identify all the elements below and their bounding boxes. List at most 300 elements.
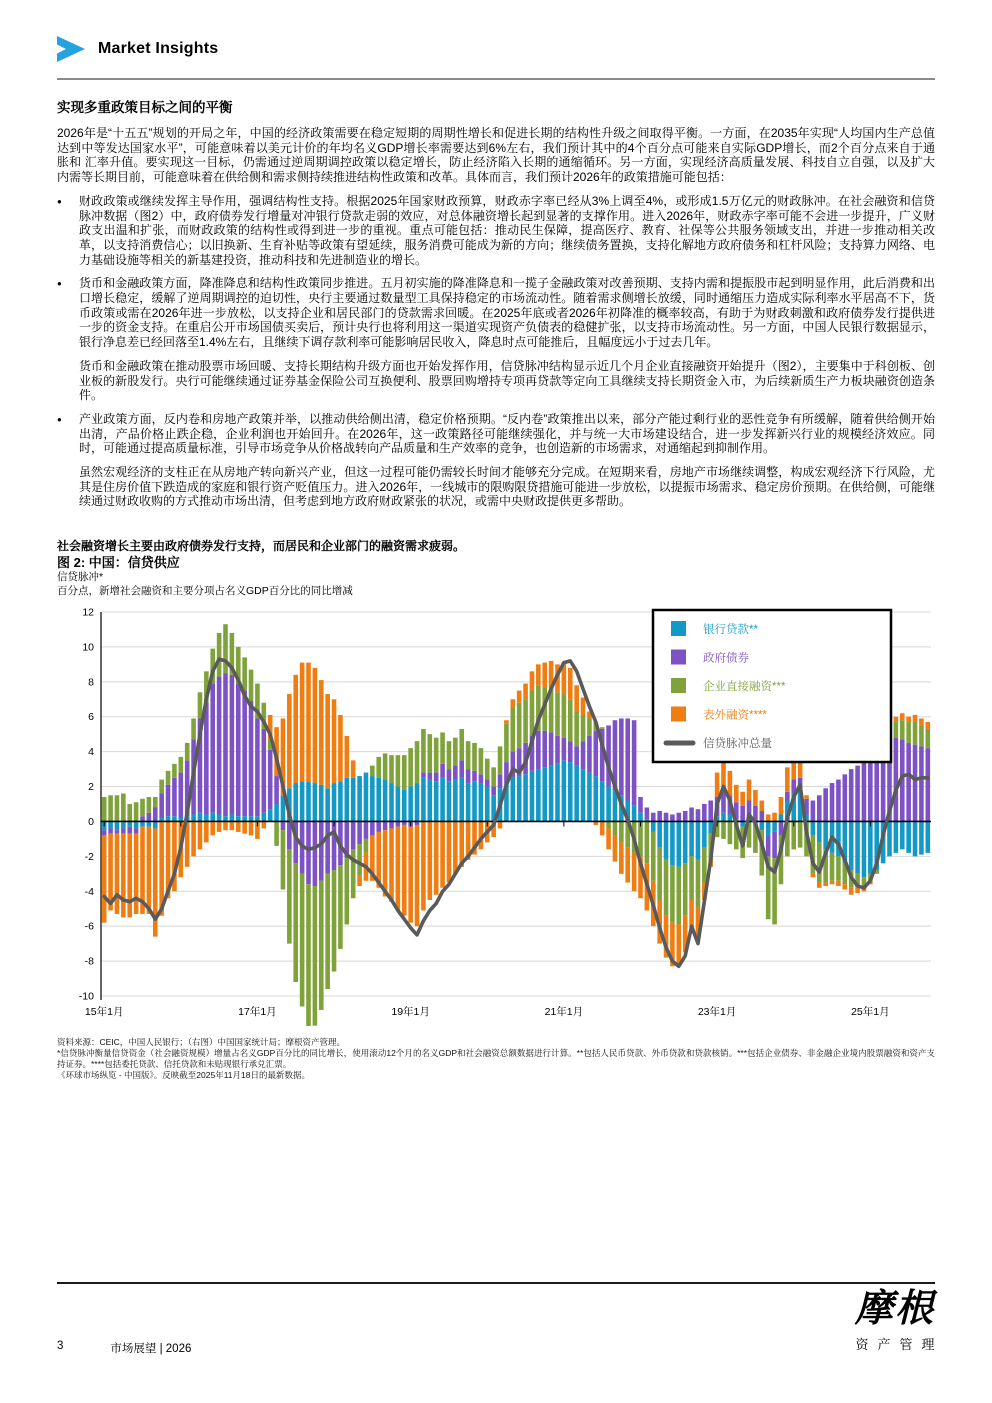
bar-segment <box>210 813 215 822</box>
bar-segment <box>242 822 247 834</box>
bar-segment <box>562 738 567 761</box>
bar-segment <box>779 815 784 822</box>
bar-segment <box>357 876 362 886</box>
bar-segment <box>645 808 650 820</box>
bar-segment <box>683 822 688 864</box>
bar-segment <box>670 822 675 866</box>
bar-segment <box>217 633 222 677</box>
bar-segment <box>517 703 522 748</box>
bar-segment <box>147 813 152 822</box>
bar-segment <box>242 691 247 817</box>
y-tick-label: 10 <box>82 641 94 654</box>
bar-segment <box>613 822 618 836</box>
bar-segment <box>447 781 452 821</box>
bar-segment <box>632 806 637 822</box>
bar-segment <box>651 832 656 881</box>
bar-segment <box>715 773 720 797</box>
bar-segment <box>108 829 113 834</box>
bar-segment <box>849 822 854 871</box>
bar-segment <box>817 883 822 888</box>
bar-segment <box>811 801 816 822</box>
bar-segment <box>274 804 279 821</box>
legend-swatch <box>671 707 686 722</box>
bar-segment <box>127 804 132 821</box>
bar-segment <box>223 624 228 673</box>
bar-segment <box>127 834 132 918</box>
bar-segment <box>657 822 662 848</box>
bar-segment <box>670 865 675 923</box>
bar-segment <box>415 741 420 783</box>
bar-segment <box>472 743 477 771</box>
header <box>57 0 935 62</box>
bar-segment <box>696 822 701 860</box>
bar-segment <box>428 734 433 772</box>
bar-segment <box>447 769 452 781</box>
article-title: 实现多重政策目标之间的平衡 <box>57 100 233 115</box>
bar-segment <box>217 677 222 815</box>
bar-segment <box>357 822 362 845</box>
bar-segment <box>728 815 733 822</box>
bar-segment <box>919 822 924 855</box>
bar-segment <box>293 783 298 821</box>
bar-segment <box>523 684 528 700</box>
bar-segment <box>479 783 484 821</box>
bar-segment <box>249 701 254 816</box>
market-insights-arrow-icon <box>57 36 87 62</box>
bar-segment <box>836 780 841 822</box>
bar-segment <box>313 886 318 1026</box>
x-tick-label: 25年1月 <box>851 1006 890 1019</box>
page-number: 3 <box>57 1340 64 1352</box>
bar-segment <box>332 699 337 783</box>
bar-segment <box>862 762 867 821</box>
bar-segment <box>421 773 426 778</box>
bar-segment <box>383 780 388 822</box>
bar-segment <box>760 811 765 821</box>
bar-segment <box>664 813 669 822</box>
bar-segment <box>772 813 777 822</box>
bar-segment <box>402 790 407 821</box>
company-logo <box>854 1285 944 1353</box>
y-tick-label: 2 <box>88 781 94 794</box>
bar-segment <box>255 719 260 817</box>
bar-segment <box>134 802 139 821</box>
bar-segment <box>459 778 464 822</box>
bar-segment <box>172 764 177 778</box>
y-tick-label: -6 <box>84 920 94 933</box>
bar-segment <box>153 808 158 822</box>
legend-label: 企业直接融资*** <box>703 681 786 694</box>
bar-segment <box>281 822 286 831</box>
bar-segment <box>926 729 931 748</box>
bar-segment <box>453 738 458 766</box>
bar-segment <box>198 692 203 718</box>
bar-segment <box>926 822 931 853</box>
bar-segment <box>351 778 356 822</box>
bar-segment <box>849 888 854 895</box>
brand-title: Market Insights <box>98 40 219 57</box>
bar-segment <box>332 783 337 821</box>
bar-segment <box>823 788 828 821</box>
bar-segment <box>204 815 209 822</box>
bar-segment <box>511 708 516 752</box>
bar-segment <box>357 776 362 821</box>
bar-segment <box>338 715 343 781</box>
bar-segment <box>894 822 899 853</box>
bar-segment <box>415 783 420 821</box>
bar-segment <box>345 858 350 924</box>
bar-segment <box>562 694 567 738</box>
y-tick-label: -2 <box>84 851 94 864</box>
bar-segment <box>855 888 860 893</box>
bar-segment <box>300 874 305 1007</box>
bar-segment <box>313 668 318 783</box>
bar-segment <box>293 675 298 783</box>
bar-segment <box>198 813 203 822</box>
bar-segment <box>479 774 484 783</box>
company-logo-sub: 资产管理 <box>855 1337 944 1352</box>
bar-segment <box>396 787 401 822</box>
bar-segment <box>740 806 745 822</box>
x-tick-label: 15年1月 <box>84 1006 124 1019</box>
footer-divider <box>57 1282 935 1284</box>
bar-segment <box>811 822 816 836</box>
legend-swatch <box>671 650 686 665</box>
bar-segment <box>849 769 854 821</box>
bar-segment <box>836 881 841 886</box>
bar-segment <box>581 698 586 715</box>
bar-segment <box>638 813 643 822</box>
bar-segment <box>108 795 113 821</box>
bar-segment <box>836 857 841 881</box>
bar-segment <box>843 884 848 889</box>
bar-segment <box>594 776 599 821</box>
bar-segment <box>325 788 330 821</box>
bar-segment <box>338 781 343 821</box>
bar-segment <box>127 827 132 834</box>
bar-segment <box>134 822 139 829</box>
bar-segment <box>664 860 669 916</box>
bar-segment <box>830 881 835 884</box>
bar-segment <box>345 736 350 778</box>
bar-segment <box>568 668 573 699</box>
bar-segment <box>389 829 394 902</box>
bar-segment <box>677 813 682 822</box>
bar-segment <box>217 822 222 832</box>
bar-segment <box>677 925 682 967</box>
bar-segment <box>689 822 694 857</box>
bar-segment <box>913 715 918 722</box>
bar-segment <box>459 729 464 760</box>
bar-segment <box>568 741 573 762</box>
bar-segment <box>402 755 407 790</box>
bar-segment <box>428 773 433 780</box>
bar-segment <box>147 827 152 914</box>
bar-segment <box>843 774 848 821</box>
bar-segment <box>530 672 535 691</box>
bar-segment <box>549 766 554 822</box>
bar-segment <box>306 663 311 782</box>
bar-segment <box>134 834 139 914</box>
bar-segment <box>823 883 828 886</box>
bar-segment <box>817 822 822 843</box>
bar-segment <box>115 822 120 831</box>
bar-segment <box>102 836 107 923</box>
bar-segment <box>926 748 931 821</box>
bar-segment <box>236 684 241 817</box>
bar-segment <box>689 857 694 901</box>
bar-segment <box>364 773 369 822</box>
bar-segment <box>555 736 560 764</box>
bar-segment <box>536 731 541 769</box>
bar-segment <box>855 822 860 874</box>
x-tick-label: 21年1月 <box>544 1006 584 1019</box>
bar-segment <box>236 822 241 832</box>
bar-segment <box>223 673 228 816</box>
bar-segment <box>332 822 337 871</box>
bar-segment <box>568 699 573 741</box>
bar-segment <box>530 691 535 736</box>
bar-segment <box>798 822 803 848</box>
bar-segment <box>536 769 541 821</box>
bar-segment <box>319 822 324 881</box>
bar-segment <box>434 822 439 895</box>
bar-segment <box>274 776 279 804</box>
bar-segment <box>262 822 267 829</box>
bar-segment <box>325 874 330 989</box>
bar-segment <box>287 694 292 788</box>
bar-segment <box>121 822 126 829</box>
bar-segment <box>121 834 126 918</box>
bar-segment <box>504 720 509 723</box>
bar-segment <box>906 743 911 822</box>
bar-segment <box>689 900 694 928</box>
y-tick-label: -4 <box>84 885 94 898</box>
bar-segment <box>906 722 911 743</box>
bar-segment <box>549 733 554 766</box>
bar-segment <box>102 797 107 821</box>
bar-segment <box>542 768 547 822</box>
bar-segment <box>574 712 579 747</box>
bar-segment <box>115 830 120 833</box>
bar-segment <box>517 691 522 703</box>
bar-segment <box>415 825 420 926</box>
legend-label: 银行贷款** <box>703 624 758 637</box>
bar-segment <box>919 747 924 822</box>
bar-segment <box>587 719 592 736</box>
bar-segment <box>185 743 190 760</box>
legend-swatch <box>671 621 686 636</box>
bar-segment <box>287 850 292 944</box>
figure-headline: 社会融资增长主要由政府债券发行支持，而居民和企业部门的融资需求疲弱。 <box>57 539 466 554</box>
bar-segment <box>664 822 669 860</box>
bar-segment <box>281 830 286 889</box>
bar-segment <box>332 870 337 971</box>
bullet-dot-icon: ● <box>57 196 62 206</box>
bar-segment <box>345 778 350 822</box>
bar-segment <box>153 822 158 829</box>
bar-segment <box>868 759 873 822</box>
bar-segment <box>760 822 765 831</box>
bar-segment <box>862 822 867 878</box>
bar-segment <box>619 822 624 843</box>
bar-segment <box>434 781 439 821</box>
bar-segment <box>619 719 624 796</box>
bar-segment <box>140 799 145 816</box>
bar-segment <box>523 699 528 743</box>
footer-left <box>57 1340 191 1356</box>
y-tick-label: 12 <box>82 606 94 619</box>
bar-segment <box>115 834 120 914</box>
bar-segment <box>210 684 215 813</box>
monetary-continuation-paragraph: 货币和金融政策在推动股票市场回暖、支持长期结构升级方面也开始发挥作用，信贷脉冲结构显示近几个月企业直接融资开始提升（图2），主要集中于科创板、创业板的新股发行。央行可能继续通过证券基金保险公司互换便利、股票回购增持专项再贷款等定向工具继续支持长期资金入市，为后续新质生产力板块融资创造条件。 <box>79 358 935 403</box>
bar-segment <box>230 675 235 815</box>
bar-segment <box>447 822 452 883</box>
bar-segment <box>523 774 528 821</box>
bar-segment <box>600 822 605 836</box>
bar-segment <box>542 731 547 768</box>
bar-segment <box>721 822 726 839</box>
bar-segment <box>351 822 356 850</box>
bar-segment <box>134 829 139 834</box>
bar-segment <box>370 776 375 821</box>
bar-segment <box>708 801 713 822</box>
bar-segment <box>606 787 611 822</box>
bar-segment <box>217 815 222 822</box>
bar-segment <box>325 822 330 874</box>
bar-segment <box>562 761 567 822</box>
bar-segment <box>198 822 203 850</box>
x-tick-label: 17年1月 <box>238 1006 277 1019</box>
bar-segment <box>504 724 509 762</box>
bar-segment <box>587 773 592 822</box>
bar-segment <box>491 768 496 787</box>
header-divider <box>57 78 935 80</box>
y-tick-label: 6 <box>88 711 94 724</box>
bar-segment <box>159 780 164 794</box>
bar-segment <box>242 658 247 691</box>
bar-segment <box>453 822 458 874</box>
source-line: 资料来源：CEIC，中国人民银行；（右图）中国国家统计局；摩根资产管理。 <box>57 1037 346 1048</box>
bar-segment <box>613 836 618 862</box>
bar-segment <box>779 797 784 814</box>
bar-segment <box>453 780 458 822</box>
bar-segment <box>804 795 809 798</box>
bar-segment <box>625 848 630 883</box>
bar-segment <box>696 809 701 821</box>
bar-segment <box>817 795 822 821</box>
bar-segment <box>491 787 496 796</box>
bar-segment <box>511 699 516 708</box>
bar-segment <box>568 762 573 821</box>
figure-title: 图 2: 中国：信贷供应 <box>57 555 180 571</box>
bar-segment <box>511 778 516 822</box>
bar-segment <box>919 726 924 747</box>
bar-segment <box>894 717 899 722</box>
bar-segment <box>868 822 873 874</box>
bar-segment <box>772 822 777 832</box>
bar-segment <box>466 783 471 821</box>
footnotes-block <box>57 1037 935 1081</box>
bar-segment <box>919 719 924 726</box>
publication-title: 市场展望 | 2026 <box>110 1343 192 1355</box>
bar-segment <box>389 783 394 821</box>
bar-segment <box>785 792 790 801</box>
bar-segment <box>364 822 369 839</box>
bar-segment <box>900 713 905 720</box>
bar-segment <box>651 822 656 832</box>
bar-segment <box>472 771 477 781</box>
bar-segment <box>498 747 503 775</box>
bar-segment <box>772 832 777 858</box>
bar-segment <box>555 764 560 822</box>
bar-segment <box>306 884 311 1026</box>
bar-segment <box>179 757 184 773</box>
bar-segment <box>581 741 586 769</box>
bar-segment <box>472 781 477 821</box>
bar-segment <box>542 663 547 687</box>
legend-label: 信贷脉冲总量 <box>703 738 772 751</box>
bar-segment <box>268 750 273 809</box>
bar-segment <box>434 773 439 782</box>
bar-segment <box>389 755 394 783</box>
bar-segment <box>408 748 413 786</box>
bar-segment <box>760 801 765 811</box>
bar-segment <box>498 774 503 788</box>
bullet-item-monetary <box>57 276 935 350</box>
bar-segment <box>670 815 675 822</box>
x-tick-label: 19年1月 <box>391 1006 430 1019</box>
bar-segment <box>313 783 318 821</box>
bar-segment <box>466 741 471 769</box>
figure-2-block <box>57 539 935 1081</box>
bar-segment <box>204 822 209 843</box>
bar-segment <box>402 825 407 916</box>
bar-segment <box>632 720 637 806</box>
bar-segment <box>147 797 152 813</box>
bar-segment <box>574 766 579 822</box>
bar-segment <box>434 738 439 773</box>
bar-segment <box>855 766 860 822</box>
bar-segment <box>479 748 484 774</box>
bar-segment <box>574 685 579 711</box>
bar-segment <box>300 663 305 782</box>
bar-segment <box>459 761 464 778</box>
bar-segment <box>191 719 196 740</box>
bar-segment <box>230 815 235 822</box>
bar-segment <box>696 860 701 907</box>
bar-segment <box>249 670 254 701</box>
bar-segment <box>683 864 688 916</box>
bar-segment <box>370 766 375 776</box>
bar-segment <box>913 822 918 857</box>
bar-segment <box>887 822 892 857</box>
bar-segment <box>600 727 605 729</box>
bar-segment <box>421 822 426 911</box>
bar-segment <box>293 864 298 983</box>
bar-segment <box>766 822 771 836</box>
bar-segment <box>115 795 120 821</box>
bar-segment <box>153 797 158 807</box>
bar-segment <box>830 783 835 821</box>
bar-segment <box>338 865 343 949</box>
bar-segment <box>721 813 726 822</box>
figure-subtitle-2: 百分点，新增社会融资和主要分项占名义GDP百分比的同比增减 <box>57 584 353 597</box>
bar-segment <box>376 757 381 778</box>
bar-segment <box>766 836 771 857</box>
bar-segment <box>517 776 522 821</box>
bar-segment <box>204 703 209 815</box>
